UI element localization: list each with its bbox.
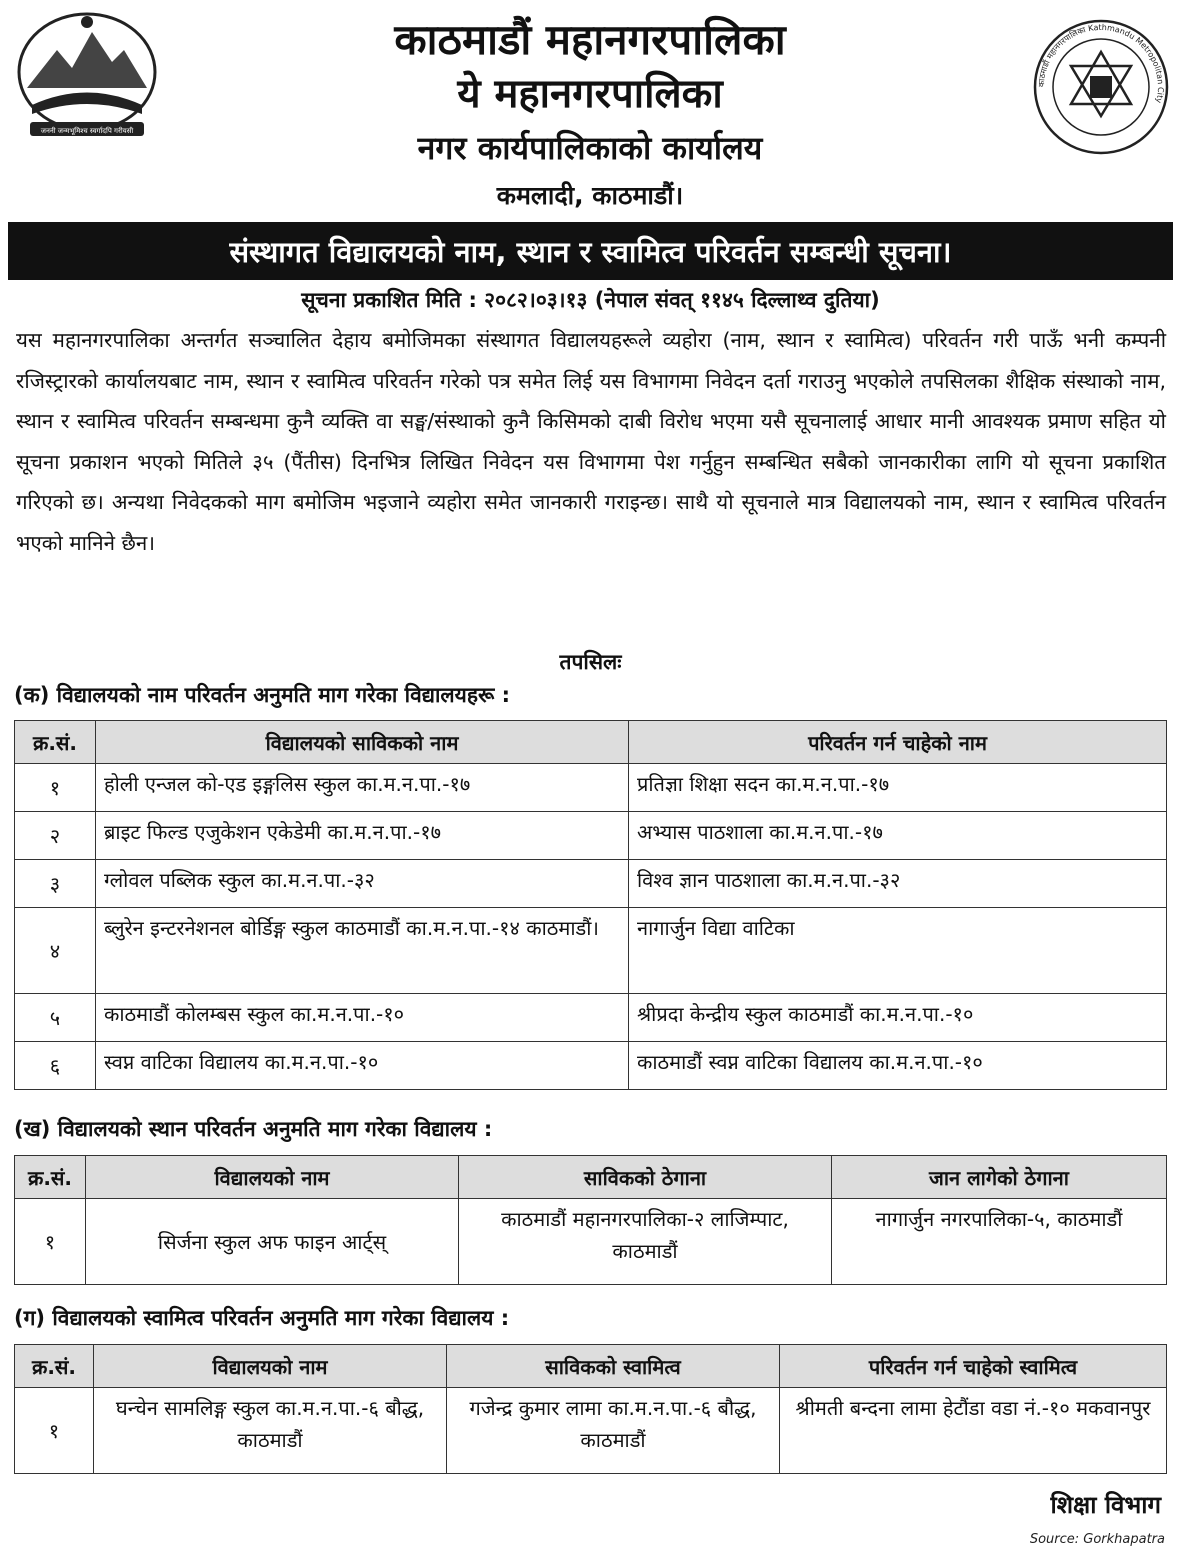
cell-sn: १ [15,1199,86,1285]
col-header-sn: क्र.सं. [15,1156,86,1199]
schedule-label: तपसिलः [559,650,622,674]
cell-old-name: ग्लोवल पब्लिक स्कुल का.म.न.पा.-३२ [96,860,629,908]
cell-new-name: काठमाडौं स्वप्न वाटिका विद्यालय का.म.न.पा.-१० [629,1042,1167,1090]
table-header-row [15,1156,1167,1199]
cell-new-name: विश्व ज्ञान पाठशाला का.म.न.पा.-३२ [629,860,1167,908]
ownership-change-table [14,1344,1167,1474]
table-row [15,1199,1167,1285]
cell-new-owner: श्रीमती बन्दना लामा हेटौंडा वडा नं.-१० मकवानपुर [780,1388,1167,1474]
metropolitan-seal-icon [1032,18,1170,156]
cell-old-name: ब्लुरेन इन्टरनेशनल बोर्डिङ्ग स्कुल काठमाडौं का.म.न.पा.-१४ काठमाडौं। [96,908,629,994]
cell-new-name: श्रीप्रदा केन्द्रीय स्कुल काठमाडौं का.म.न.पा.-१० [629,994,1167,1042]
notice-header [0,0,1181,222]
table-header-row [15,1345,1167,1388]
table-row [15,860,1167,908]
cell-new-name: प्रतिज्ञा शिक्षा सदन का.म.न.पा.-१७ [629,764,1167,812]
section-kha-heading: (ख) विद्यालयको स्थान परिवर्तन अनुमति माग गरेका विद्यालय : [14,1117,493,1141]
col-header-new-address: जान लागेको ठेगाना [832,1156,1167,1199]
col-header-new-name: परिवर्तन गर्न चाहेको नाम [629,721,1167,764]
section-ka-heading: (क) विद्यालयको नाम परिवर्तन अनुमति माग गरेका विद्यालयहरू : [14,683,511,707]
nepal-emblem-icon [12,10,162,142]
notice-title: संस्थागत विद्यालयको नाम, स्थान र स्वामित्व परिवर्तन सम्बन्धी सूचना। [8,222,1173,280]
col-header-sn: क्र.सं. [15,1345,94,1388]
table-row [15,908,1167,994]
col-header-old-address: साविकको ठेगाना [459,1156,832,1199]
org-name-script: ये महानगरपालिका [457,70,723,117]
cell-sn: ५ [15,994,96,1042]
table-row [15,994,1167,1042]
col-header-school-name: विद्यालयको नाम [86,1156,459,1199]
cell-sn: ३ [15,860,96,908]
notice-body: यस महानगरपालिका अन्तर्गत सञ्चालित देहाय बमोजिमका संस्थागत विद्यालयहरूले व्यहोरा (नाम, स्थान र स्वामित्व) परिवर्तन गरी पाऊँ भनी कम्पनी रजिस्ट्रारको कार्यालयबाट नाम, स्थान र स्वामित्व परिवर्तन गरेको पत्र समेत लिई यस विभागमा निवेदन दर्ता गराउनु भएकोले तपसिलका शैक्षिक संस्थाको नाम, स्थान र स्वामित्व परिवर्तन सम्बन्धमा कुनै व्यक्ति वा सङ्घ/संस्थाको कुनै किसिमको दाबी विरोध भएमा यसै सूचनालाई आधार मानी आवश्यक प्रमाण सहित यो सूचना प्रकाशन भएको मितिले ३५ (पैंतीस) दिनभित्र लिखित निवेदन यस विभागमा पेश गर्नुहुन सम्बन्धित सबैको जानकारीका लागि यो सूचना प्रकाशित गरिएको छ। अन्यथा निवेदकको माग बमोजिम भइजाने व्यहोरा समेत जानकारी गराइन्छ। साथै यो सूचनाले मात्र विद्यालयको नाम, स्थान र स्वामित्व परिवर्तन भएको मानिने छैन। [16,328,1166,555]
cell-old-address: काठमाडौं महानगरपालिका-२ लाजिम्पाट, काठमाडौं [459,1199,832,1285]
name-change-table [14,720,1167,1090]
cell-new-name: अभ्यास पाठशाला का.म.न.पा.-१७ [629,812,1167,860]
cell-sn: १ [15,764,96,812]
cell-sn: ६ [15,1042,96,1090]
cell-sn: ४ [15,908,96,994]
table-row [15,1042,1167,1090]
col-header-new-owner: परिवर्तन गर्न चाहेको स्वामित्व [780,1345,1167,1388]
cell-sn: २ [15,812,96,860]
table-header-row [15,721,1167,764]
table-row [15,764,1167,812]
signer: शिक्षा विभाग [1050,1491,1161,1519]
col-header-old-name: विद्यालयको साविकको नाम [96,721,629,764]
cell-school-name: घन्चेन सामलिङ्ग स्कुल का.म.न.पा.-६ बौद्ध, काठमाडौं [94,1388,447,1474]
published-date: सूचना प्रकाशित मिति : २०८२।०३।१३ (नेपाल संवत् ११४५ दिल्लाथ्व दुतिया) [301,288,880,312]
office-name: नगर कार्यपालिकाको कार्यालय [417,129,763,167]
cell-sn: १ [15,1388,94,1474]
section-ga-heading: (ग) विद्यालयको स्वामित्व परिवर्तन अनुमति माग गरेका विद्यालय : [14,1306,510,1330]
cell-old-name: स्वप्न वाटिका विद्यालय का.म.न.पा.-१० [96,1042,629,1090]
emblem-label: जननी जन्मभूमिश्च स्वर्गादपि गरीयसी [40,127,134,135]
cell-new-address: नागार्जुन नगरपालिका-५, काठमाडौं [832,1199,1167,1285]
cell-old-name: होली एन्जल को-एड इङ्गलिस स्कुल का.म.न.पा.-१७ [96,764,629,812]
cell-old-owner: गजेन्द्र कुमार लामा का.म.न.पा.-६ बौद्ध, काठमाडौं [447,1388,780,1474]
table-row [15,812,1167,860]
office-address: कमलादी, काठमाडौं। [496,181,684,210]
col-header-old-owner: साविकको स्वामित्व [447,1345,780,1388]
seal-label: काठमाडौं महानगरपालिका Kathmandu Metropolitan City [1036,22,1166,105]
cell-old-name: ब्राइट फिल्ड एजुकेशन एकेडेमी का.म.न.पा.-१७ [96,812,629,860]
cell-old-name: काठमाडौं कोलम्बस स्कुल का.म.न.पा.-१० [96,994,629,1042]
col-header-school-name: विद्यालयको नाम [94,1345,447,1388]
source-credit: Source: Gorkhapatra [1029,1532,1165,1547]
col-header-sn: क्र.सं. [15,721,96,764]
cell-school-name: सिर्जना स्कुल अफ फाइन आर्ट्स् [86,1199,459,1285]
table-row [15,1388,1167,1474]
location-change-table [14,1155,1167,1285]
cell-new-name: नागार्जुन विद्या वाटिका [629,908,1167,994]
org-name: काठमाडौं महानगरपालिका [394,15,786,64]
